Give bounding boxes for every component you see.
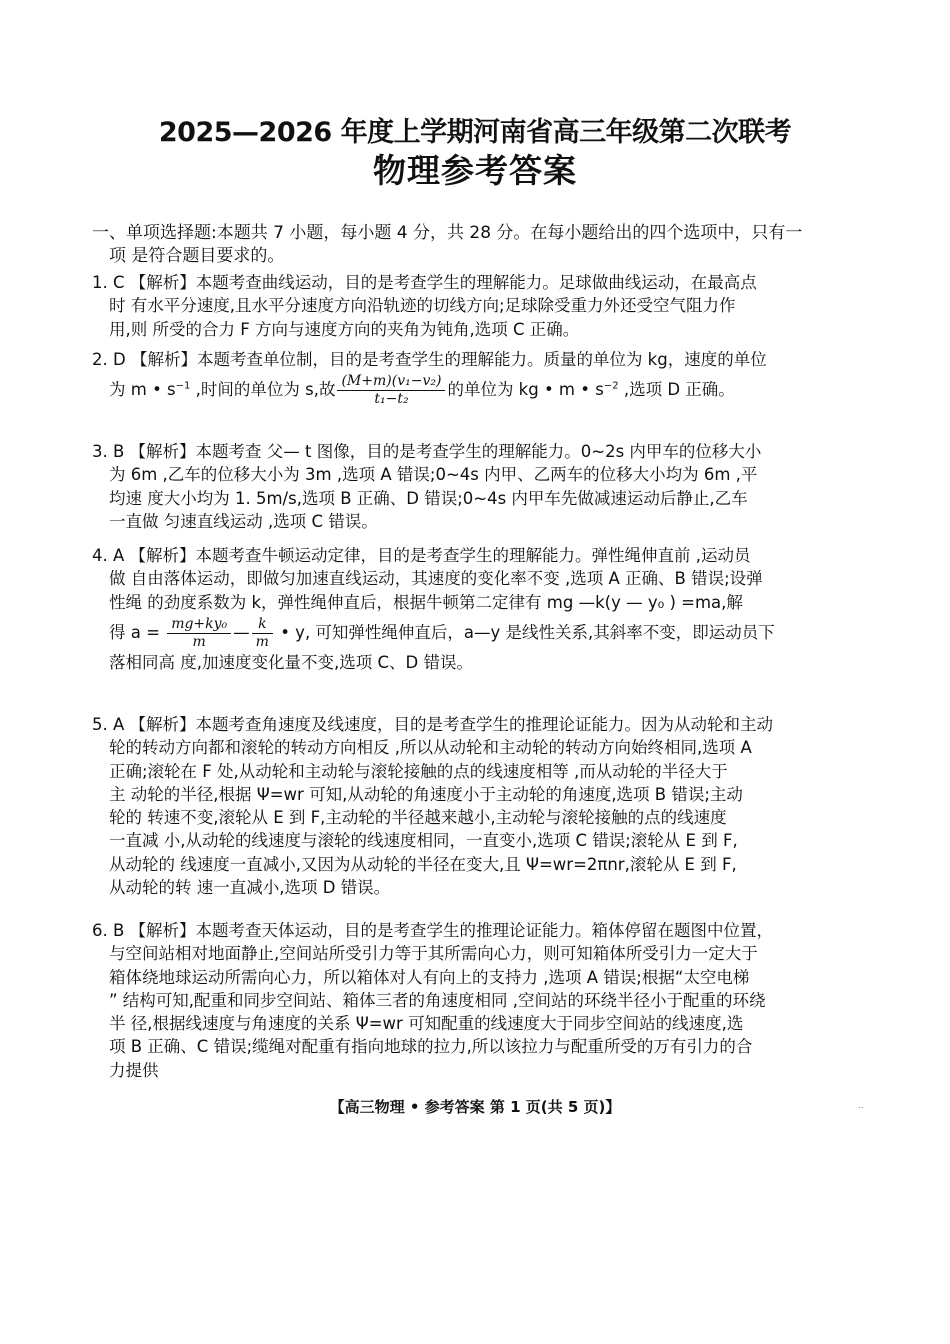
answer-line: 项 B 正确、C 错误;缆绳对配重有指向地球的拉力,所以该拉力与配重所受的万有引力的合 bbox=[109, 1037, 753, 1057]
page-footer: 【高三物理 • 参考答案 第 1 页(共 5 页)】 bbox=[329, 1098, 621, 1116]
exponent: −1 bbox=[175, 380, 191, 392]
answer-item-1 bbox=[92, 271, 872, 341]
answer-line: 从动轮的 线速度一直减小,又因为从动轮的半径在变大,且 Ψ=wr=2πnr,滚轮从 E 到 F, bbox=[109, 854, 737, 874]
answer-line: 性绳 的劲度系数为 k，弹性绳伸直后，根据牛顿第二定律有 mg —k(y — y₀ ) =ma,解 bbox=[109, 592, 743, 612]
fraction-denominator: t₁−t₂ bbox=[374, 391, 409, 408]
answer-line: 2. D 【解析】本题考查单位制，目的是考查学生的理解能力。质量的单位为 kg，速度的单位 bbox=[92, 350, 767, 369]
answer-line: 正确;滚轮在 F 处,从动轮和主动轮与滚轮接触的点的线速度相等 ,而从动轮的半径大于 bbox=[109, 761, 728, 781]
answer-line: 与空间站相对地面静止,空间站所受引力等于其所需向心力，则可知箱体所受引力一定大于 bbox=[109, 944, 758, 964]
document-title: 物理参考答案 bbox=[373, 151, 577, 190]
answer-line-formula: 得 a = $\frac{\text{mg+ky₀}}{m}$ — $\frac{k}{m}$ • y, 可知弹性绳伸直后，a—y 是线性关系,其斜率不变，即运动员下 bbox=[109, 615, 775, 650]
section-heading bbox=[92, 222, 872, 268]
answer-line: 均速 度大小均为 1. 5m/s,选项 B 正确、D 错误;0~4s 内甲车先做减速运动后静止,乙车 bbox=[109, 488, 748, 508]
answer-item-3 bbox=[92, 440, 872, 533]
fraction-numerator: mg+ky₀ bbox=[167, 616, 231, 634]
answer-item-5 bbox=[92, 713, 872, 899]
answer-line: 6. B 【解析】本题考查天体运动，目的是考查学生的推理论证能力。箱体停留在题图中位置， bbox=[92, 921, 774, 940]
text-fragment: ,时间的单位为 s,故 bbox=[190, 380, 336, 400]
answer-line: 1. C 【解析】本题考查曲线运动，目的是考查学生的理解能力。足球做曲线运动，在最高点 bbox=[92, 273, 757, 292]
section-heading-line: 项 是符合题目要求的。 bbox=[109, 246, 285, 266]
exponent: −2 bbox=[603, 380, 619, 392]
answer-line: 半 径,根据线速度与角速度的关系 Ψ=wr 可知配重的线速度大于同步空间站的线速度,选 bbox=[109, 1014, 744, 1034]
formula-fraction bbox=[252, 616, 273, 651]
answer-line: 力提供 bbox=[109, 1060, 159, 1080]
answer-line: 一直做 匀速直线运动 ,选项 C 错误。 bbox=[109, 511, 378, 531]
answer-item-2 bbox=[92, 348, 872, 408]
formula-fraction bbox=[337, 373, 445, 408]
text-fragment: ,选项 D 正确。 bbox=[618, 380, 735, 400]
answer-line: 一直减 小,从动轮的线速度与滚轮的线速度相同，一直变小,选项 C 错误;滚轮从 E 到 F, bbox=[109, 831, 738, 851]
answer-line: ” 结构可知,配重和同步空间站、箱体三者的角速度相同 ,空间站的环绕半径小于配重的环绕 bbox=[109, 990, 766, 1010]
answer-line: 为 6m ,乙车的位移大小为 3m ,选项 A 错误;0~4s 内甲、乙两车的位移大小均为 6m ,平 bbox=[109, 465, 758, 485]
answer-line: 箱体绕地球运动所需向心力，所以箱体对人有向上的支持力 ,选项 A 错误;根据“太空电梯 bbox=[109, 967, 750, 987]
answer-line: 主 动轮的半径,根据 Ψ=wr 可知,从动轮的角速度小于主动轮的角速度,选项 B 错误;主动 bbox=[109, 784, 743, 804]
answer-line: 轮的转动方向都和滚轮的转动方向相反 ,所以从动轮和主动轮的转动方向始终相同,选项 A bbox=[109, 738, 752, 758]
footer-mark: .. bbox=[858, 1101, 864, 1111]
answer-item-6 bbox=[92, 919, 872, 1082]
text-fragment: 的单位为 kg • m • s bbox=[447, 380, 604, 400]
answer-line: 轮的 转速不变,滚轮从 E 到 F,主动轮的半径越来越小,主动轮与滚轮接触的点的线速度 bbox=[109, 808, 727, 828]
text-fragment: 为 m • s bbox=[109, 380, 176, 400]
text-fragment: • y, 可知弹性绳伸直后，a—y 是线性关系,其斜率不变，即运动员下 bbox=[280, 622, 775, 642]
answer-line: 3. B 【解析】本题考查 父— t 图像，目的是考查学生的理解能力。0~2s 内甲车的位移大小 bbox=[92, 442, 762, 461]
answer-item-4 bbox=[92, 544, 872, 674]
fraction-numerator: (M+m)(v₁−v₂) bbox=[337, 373, 445, 391]
answer-line: 时 有水平分速度,且水平分速度方向沿轨迹的切线方向;足球除受重力外还受空气阻力作 bbox=[109, 296, 736, 316]
exam-title: 2025—2026 年度上学期河南省高三年级第二次联考 bbox=[158, 117, 792, 148]
answer-line: 从动轮的转 速一直减小,选项 D 错误。 bbox=[109, 878, 391, 898]
formula-fraction bbox=[167, 616, 231, 651]
answer-line: 用,则 所受的合力 F 方向与速度方向的夹角为钝角,选项 C 正确。 bbox=[109, 319, 580, 339]
fraction-denominator: m bbox=[192, 633, 206, 650]
answer-line: 做 自由落体运动，即做匀加速直线运动，其速度的变化率不变 ,选项 A 正确、B 错误;设弹 bbox=[109, 569, 763, 589]
answer-line: 4. A 【解析】本题考查牛顿运动定律，目的是考查学生的理解能力。弹性绳伸直前 ,运动员 bbox=[92, 546, 751, 565]
fraction-numerator: k bbox=[252, 616, 273, 634]
answer-line: 5. A 【解析】本题考查角速度及线速度，目的是考查学生的推理论证能力。因为从动轮和主动 bbox=[92, 715, 774, 734]
text-fragment: 得 a = bbox=[109, 622, 160, 642]
section-heading-line: 一、单项选择题:本题共 7 小题，每小题 4 分，共 28 分。在每小题给出的四个选项中，只有一 bbox=[92, 223, 803, 243]
answer-line: 落相同高 度,加速度变化量不变,选项 C、D 错误。 bbox=[109, 652, 473, 672]
answer-line-formula bbox=[92, 373, 872, 408]
fraction-denominator: m bbox=[255, 633, 269, 650]
